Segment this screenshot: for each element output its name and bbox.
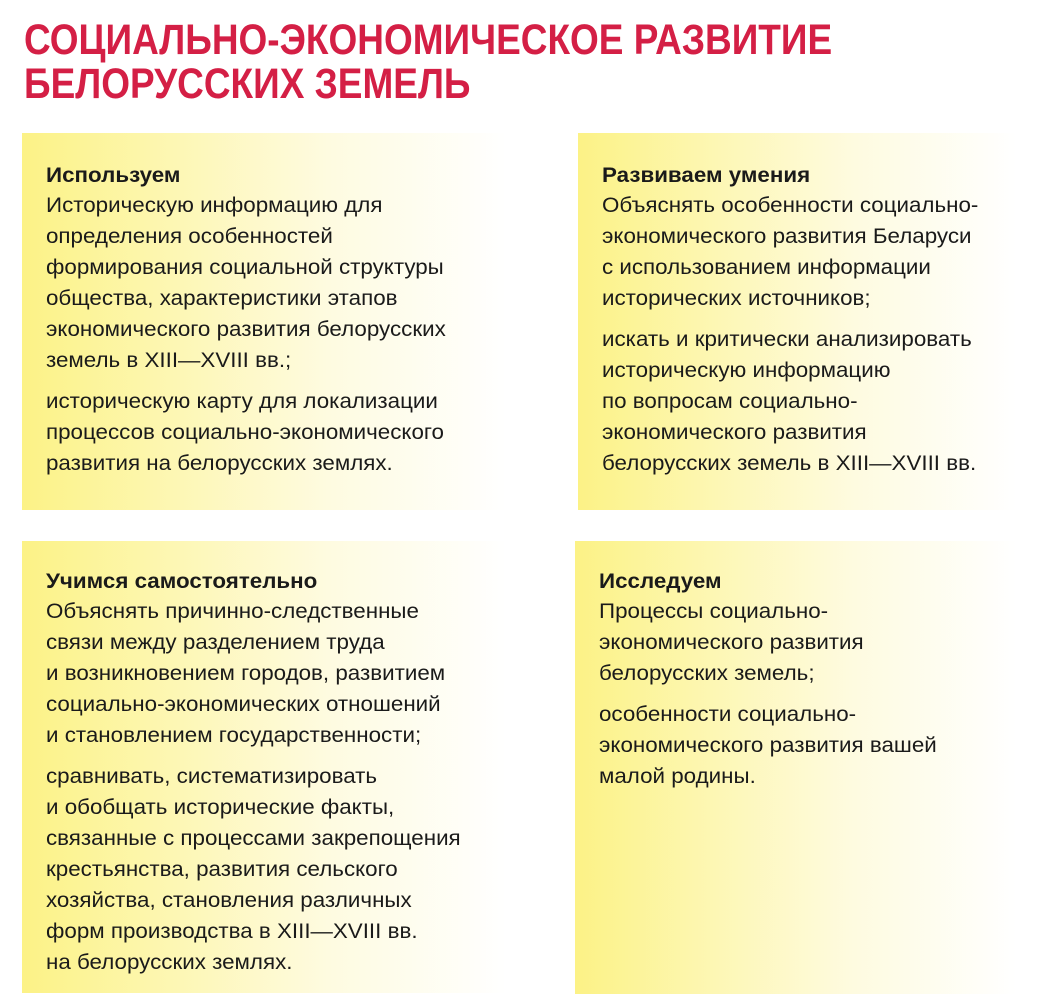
text-line: особенности социально- bbox=[599, 702, 857, 726]
page-title bbox=[24, 18, 832, 106]
text-line: экономического развития bbox=[602, 420, 867, 444]
box-self-study-paragraph-2 bbox=[46, 761, 551, 978]
box-use-heading: Используем bbox=[46, 163, 181, 187]
text-line: Объяснять особенности социально- bbox=[602, 193, 979, 217]
text-line: с использованием информации bbox=[602, 255, 931, 279]
text-line: Историческую информацию для bbox=[46, 193, 383, 217]
text-line: социально-экономических отношений bbox=[46, 692, 441, 716]
box-skills-heading: Развиваем умения bbox=[602, 163, 811, 187]
box-self-study bbox=[22, 541, 532, 993]
box-research bbox=[575, 541, 1040, 994]
page-title-line-1: СОЦИАЛЬНО-ЭКОНОМИЧЕСКОЕ РАЗВИТИЕ bbox=[24, 16, 833, 64]
text-line: малой родины. bbox=[599, 764, 756, 788]
text-line: связи между разделением труда bbox=[46, 630, 385, 654]
text-line: определения особенностей bbox=[46, 224, 333, 248]
text-line: белорусских земель в XIII—XVIII вв. bbox=[602, 451, 977, 475]
box-research-heading: Исследуем bbox=[599, 569, 722, 593]
text-line: по вопросам социально- bbox=[602, 389, 858, 413]
text-line: и обобщать исторические факты, bbox=[46, 795, 395, 819]
box-skills bbox=[578, 133, 1040, 510]
text-line: искать и критически анализировать bbox=[602, 327, 972, 351]
text-line: Процессы социально- bbox=[599, 599, 829, 623]
box-self-study-heading: Учимся самостоятельно bbox=[46, 569, 318, 593]
text-line: процессов социально-экономического bbox=[46, 420, 444, 444]
box-use-paragraph-2 bbox=[46, 386, 551, 479]
text-line: экономического развития bbox=[599, 630, 864, 654]
box-skills-paragraph-2 bbox=[602, 324, 1058, 479]
page-title-line-2: БЕЛОРУССКИХ ЗЕМЕЛЬ bbox=[24, 60, 471, 108]
text-line: хозяйства, становления различных bbox=[46, 888, 412, 912]
text-line: Объяснять причинно-следственные bbox=[46, 599, 419, 623]
text-line: экономического развития вашей bbox=[599, 733, 937, 757]
text-line: экономического развития белорусских bbox=[46, 317, 446, 341]
text-line: экономического развития Беларуси bbox=[602, 224, 972, 248]
text-line: связанные с процессами закрепощения bbox=[46, 826, 461, 850]
text-line: историческую карту для локализации bbox=[46, 389, 438, 413]
text-line: формирования социальной структуры bbox=[46, 255, 444, 279]
text-line: историческую информацию bbox=[602, 358, 891, 382]
text-line: крестьянства, развития сельского bbox=[46, 857, 398, 881]
box-self-study-paragraph-1 bbox=[46, 596, 551, 751]
box-research-paragraph-2 bbox=[599, 699, 1058, 792]
text-line: развития на белорусских землях. bbox=[46, 451, 393, 475]
text-line: сравнивать, систематизировать bbox=[46, 764, 378, 788]
box-use bbox=[22, 133, 532, 510]
text-line: на белорусских землях. bbox=[46, 950, 293, 974]
box-skills-paragraph-1 bbox=[602, 190, 1058, 314]
text-line: форм производства в XIII—XVIII вв. bbox=[46, 919, 418, 943]
box-use-paragraph-1 bbox=[46, 190, 551, 376]
text-line: и возникновением городов, развитием bbox=[46, 661, 446, 685]
text-line: белорусских земель; bbox=[599, 661, 815, 685]
text-line: земель в XIII—XVIII вв.; bbox=[46, 348, 292, 372]
text-line: и становлением государственности; bbox=[46, 723, 422, 747]
text-line: общества, характеристики этапов bbox=[46, 286, 398, 310]
box-research-paragraph-1 bbox=[599, 596, 1058, 689]
text-line: исторических источников; bbox=[602, 286, 871, 310]
